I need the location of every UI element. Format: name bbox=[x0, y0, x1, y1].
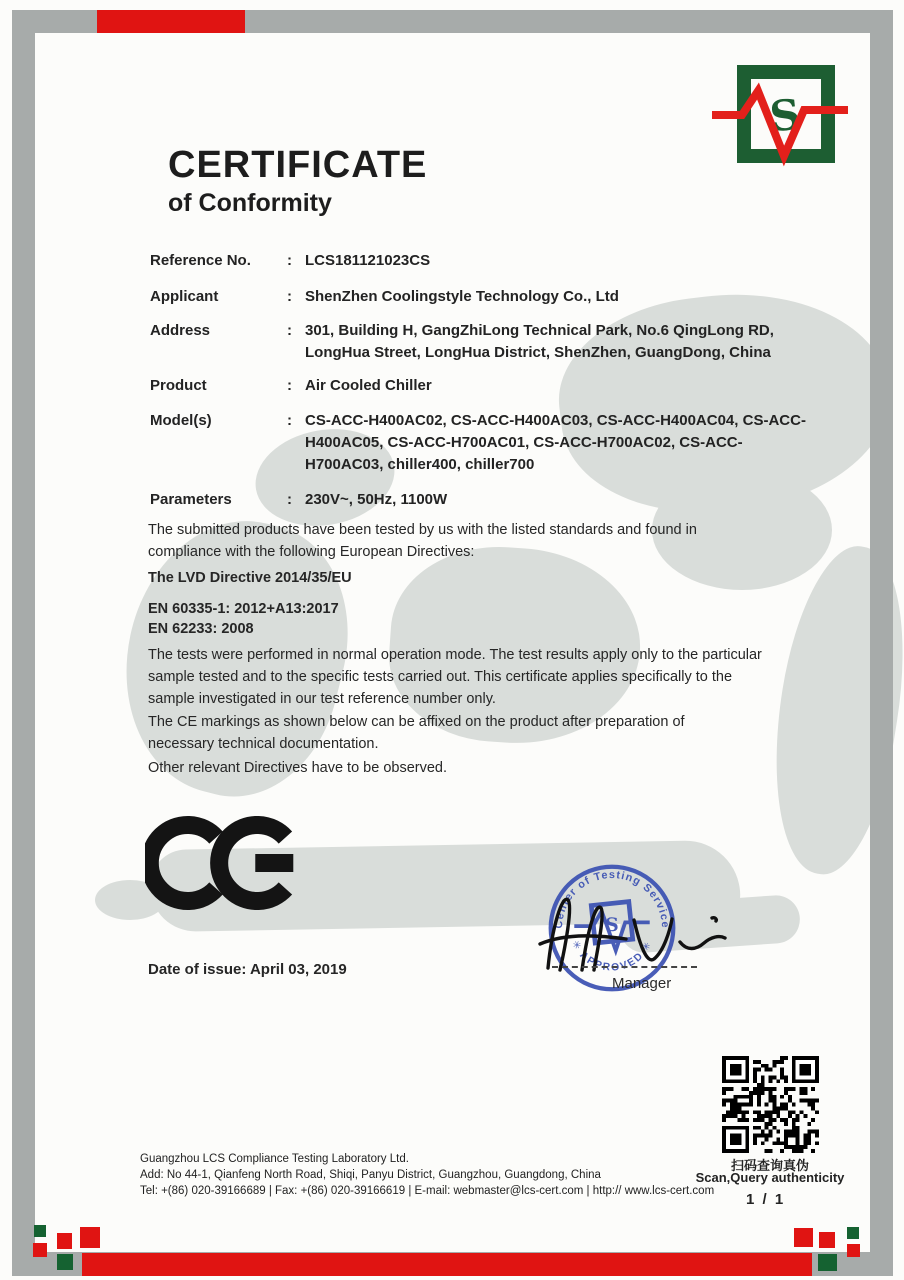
page-number: 1 / 1 bbox=[746, 1191, 786, 1208]
standard-line-1: EN 60335-1: 2012+A13:2017 bbox=[148, 601, 339, 617]
svg-text:S: S bbox=[605, 913, 619, 936]
date-of-issue: Date of issue: April 03, 2019 bbox=[148, 961, 347, 978]
frame-red-segment-bottom bbox=[82, 1253, 812, 1276]
qr-caption-en: Scan,Query authenticity bbox=[695, 1170, 845, 1185]
frame-right bbox=[870, 10, 893, 1273]
field-label: Product bbox=[150, 377, 207, 394]
field-label: Model(s) bbox=[150, 412, 212, 429]
tests-paragraph: The tests were performed in normal operation mode. The test results apply only to the particular sample tested and to the specific tests carried out. This certificate applies specifically to the sample investigated in our test reference number only. bbox=[148, 647, 762, 707]
decor-square bbox=[57, 1254, 73, 1270]
certificate-subtitle: of Conformity bbox=[168, 189, 332, 217]
footer-address: Add: No 44-1, Qianfeng North Road, Shiqi, Panyu District, Guangzhou, Guangdong, China bbox=[140, 1169, 601, 1181]
footer-contacts: Tel: +(86) 020-39166689 | Fax: +(86) 020-39166619 | E-mail: webmaster@lcs-cert.com | http:// www.lcs-cert.com bbox=[140, 1185, 715, 1197]
field-value: 230V~, 50Hz, 1100W bbox=[305, 491, 448, 508]
certificate-page: S CERTIFICATE of Conformity Reference No. : LCS181121023CS Applicant : ShenZhen Coolingstyle Technology Co., Ltd Address : 301, Building H, GangZhiLong Technical Park, No.6 QingLong RD, LongHua Street, LongHua District, ShenZhen, GuangDong, China Product : Air Cooled Chiller Model(s) : CS-ACC-H400AC02, CS-ACC-H400AC03, CS-ACC-H400AC04, CS-ACC-H400AC05, CS-ACC-H700AC01, CS-ACC-H700AC02, CS-ACC-H700AC03, chiller400, chiller700 Parameters : 230V~, 50Hz, 1100W The submitted products have been tested by us with the listed standards and found in compliance with the following European Directives: The LVD Directive 2014/35/EU EN 60335-1: 2012+A13:2017 EN 62233: 2008 The tests were performed in normal operation mode. The test results apply only to the particular sample tested and to the specific tests carried out. This certificate applies specifically to the sample investigated in our test reference number only. The CE markings as shown below can be affixed on the product after preparation of necessary technical documentation. Other relevant Directives have to be observed. Date of issue: April 03, 2019 Center of Testing Service ✳ APPROVED ✳ S Manager 扫码查询真伪 Scan,Query authenticity 1 / 1 Guangzhou LCS Compliance Testing Laboratory Ltd. Add: No 44-1, Qianfeng North Road, Shiqi, Panyu District, Guangzhou, Guangdong, China Tel: +(86) 020-39166689 | Fax: +(86) 020-39166619 | E-mail: webmaster@lcs-cert.com | http:// www.lcs-cert.com bbox=[0, 0, 904, 1280]
standard-line-2: EN 62233: 2008 bbox=[148, 621, 254, 637]
field-value: 301, Building H, GangZhiLong Technical Park, No.6 QingLong RD, LongHua Street, LongHua District, ShenZhen, GuangDong, China bbox=[305, 322, 774, 361]
qr-code-icon bbox=[722, 1056, 819, 1153]
directive-line: The LVD Directive 2014/35/EU bbox=[148, 570, 352, 586]
svg-text:S: S bbox=[767, 89, 803, 142]
decor-square bbox=[80, 1227, 100, 1248]
decor-square bbox=[819, 1232, 835, 1248]
field-label: Reference No. bbox=[150, 252, 251, 269]
field-label: Applicant bbox=[150, 288, 219, 305]
frame-left bbox=[12, 10, 35, 1273]
field-value: Air Cooled Chiller bbox=[305, 377, 432, 394]
decor-square bbox=[847, 1244, 860, 1257]
qr-caption-zh: 扫码查询真伪 bbox=[730, 1158, 809, 1173]
stamp-top-text: Center of Testing Service bbox=[552, 868, 672, 930]
decor-square bbox=[818, 1254, 837, 1271]
decor-square bbox=[57, 1233, 72, 1249]
other-directives-paragraph: Other relevant Directives have to be observed. bbox=[148, 760, 448, 776]
signature-role: Manager bbox=[612, 975, 672, 992]
ce-marking-icon bbox=[145, 814, 299, 912]
field-label: Address bbox=[150, 322, 211, 339]
field-value: LCS181121023CS bbox=[305, 252, 431, 269]
field-value: CS-ACC-H400AC02, CS-ACC-H400AC03, CS-ACC-H400AC04, CS-ACC-H400AC05, CS-ACC-H700AC01, CS-ACC-H700AC02, CS-ACC-H700AC03, chiller400, chiller700 bbox=[305, 412, 806, 473]
decor-square bbox=[33, 1243, 47, 1257]
stamp-bottom-text: ✳ APPROVED ✳ bbox=[569, 938, 655, 974]
decor-square bbox=[794, 1228, 813, 1247]
statement-paragraph: The submitted products have been tested by us with the listed standards and found in compliance with the following European Directives: bbox=[148, 522, 697, 560]
decor-square bbox=[847, 1227, 859, 1239]
footer-company: Guangzhou LCS Compliance Testing Laboratory Ltd. bbox=[140, 1153, 409, 1165]
signature-line bbox=[552, 966, 697, 968]
lcs-logo-icon bbox=[700, 58, 860, 173]
field-label: Parameters bbox=[150, 491, 232, 508]
frame-red-segment-top bbox=[97, 10, 245, 33]
ce-markings-paragraph: The CE markings as shown below can be affixed on the product after preparation of necessary technical documentation. bbox=[148, 714, 685, 752]
decor-square bbox=[34, 1225, 46, 1237]
certificate-title: CERTIFICATE bbox=[168, 144, 428, 186]
field-value: ShenZhen Coolingstyle Technology Co., Ltd bbox=[305, 288, 619, 305]
